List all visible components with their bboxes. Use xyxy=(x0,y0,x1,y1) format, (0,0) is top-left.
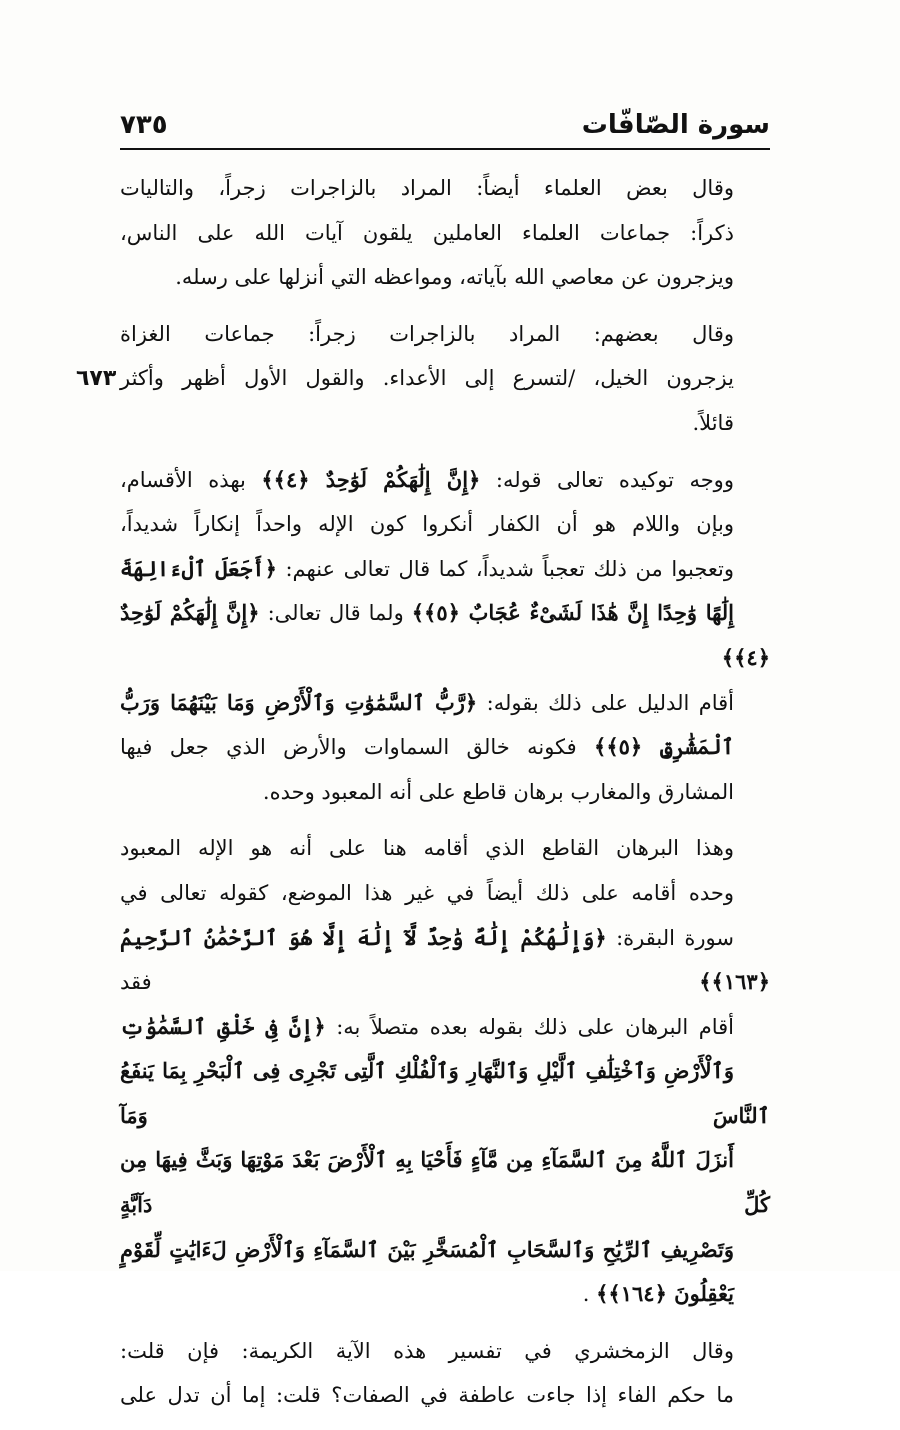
text-line: وحده أقامه على ذلك أيضاً في غير هذا الموضع، كقوله تعالى في xyxy=(120,880,734,905)
text-line: ويزجرون عن معاصي الله بآياته، ومواعظه التي أنزلها على رسله. xyxy=(175,265,734,290)
paragraph-1 xyxy=(120,166,770,300)
surah-title: سورة الصّافّات xyxy=(581,110,770,140)
text-segment: ولما قال تعالى: xyxy=(267,601,404,626)
paragraph-4 xyxy=(120,826,770,1317)
text-line: وهذا البرهان القاطع الذي أقامه هنا على أنه هو الإله المعبود xyxy=(120,836,734,861)
text-segment: . xyxy=(582,1282,590,1307)
text-segment: بهذه الأقسام، xyxy=(120,467,246,492)
quran-quote: ﴿أَجَعَلَ ٱلْءَالِهَةَ xyxy=(120,555,277,581)
text-line xyxy=(120,1272,770,1317)
quran-quote-line: وَٱلْأَرْضِ وَٱخْتِلَٰفِ ٱلَّيْلِ وَٱلنَّهَارِ وَٱلْفُلْكِ ٱلَّتِى تَجْرِى فِى ٱلْبَحْرِ بِمَا يَنفَعُ ٱلنَّاسَ وَمَآ xyxy=(120,1058,770,1128)
margin-page-reference: ٦٧٣ xyxy=(76,366,117,391)
text-segment: سورة البقرة: xyxy=(616,925,734,950)
text-segment: ووجه توكيده تعالى قوله: xyxy=(495,467,734,492)
quran-quote: ﴿وَإِلَٰهُكُمْ إِلَٰهٌ وَٰحِدٌ لَّآ إِلَٰهَ إِلَّا هُوَ ٱلرَّحْمَٰنُ ٱلرَّحِيمُ ﴿١٦٣﴾﴾ xyxy=(120,924,770,995)
page-number: ٧٣٥ xyxy=(120,110,168,140)
text-line: ذكراً: جماعات العلماء العاملين يلقون آيات الله على الناس، xyxy=(120,220,734,245)
text-line: وبإن واللام هو أن الكفار أنكروا كون الإله واحداً إنكاراً شديداً، xyxy=(120,512,734,537)
paragraph-5 xyxy=(120,1329,770,1418)
quran-quote: ﴿إِنَّ فِى خَلْقِ ٱلسَّمَٰوَٰتِ xyxy=(120,1013,326,1039)
text-segment: أقام الدليل على ذلك بقوله: xyxy=(486,690,734,715)
text-line xyxy=(120,916,770,1005)
text-segment: فكونه خالق السماوات والأرض الذي جعل فيها xyxy=(120,735,577,760)
text-line xyxy=(120,458,770,503)
text-line xyxy=(120,1005,770,1050)
text-segment: أقام البرهان على ذلك بقوله بعده متصلاً به: xyxy=(336,1014,735,1039)
quran-quote: إِلَٰهًا وَٰحِدًا إِنَّ هَٰذَا لَشَىْءٌ عُجَابٌ ﴿٥﴾﴾ xyxy=(411,600,735,626)
quran-quote: ﴿رَّبُّ ٱلسَّمَٰوَٰتِ وَٱلْأَرْضِ وَمَا بَيْنَهُمَا وَرَبُّ xyxy=(120,689,478,715)
text-line: ما حكم الفاء إذا جاءت عاطفة في الصفات؟ قلت: إما أن تدل على xyxy=(120,1383,734,1408)
text-line: المشارق والمغارب برهان قاطع على أنه المعبود وحده. xyxy=(262,779,734,804)
page-header xyxy=(120,108,770,150)
quran-quote-line: وَتَصْرِيفِ ٱلرِّيَٰحِ وَٱلسَّحَابِ ٱلْمُسَخَّرِ بَيْنَ ٱلسَّمَآءِ وَٱلْأَرْضِ لَءَايَٰتٍ لِّقَوْمٍ xyxy=(120,1236,734,1262)
text-line xyxy=(120,725,770,770)
text-line: قائلاً. xyxy=(692,410,734,435)
quran-quote: ٱلْمَشَٰرِقِ ﴿٥﴾﴾ xyxy=(594,734,734,760)
paragraph-2 xyxy=(120,312,770,446)
quran-quote: ﴿إِنَّ إِلَٰهَكُمْ لَوَٰحِدٌ ﴿٤﴾﴾ xyxy=(120,600,770,670)
quran-quote-line: أَنزَلَ ٱللَّهُ مِنَ ٱلسَّمَآءِ مِن مَّآءٍ فَأَحْيَا بِهِ ٱلْأَرْضَ بَعْدَ مَوْتِهَا وَبَثَّ فِيهَا مِن كُلِّ دَآبَّةٍ xyxy=(120,1147,770,1218)
quran-quote: ﴿إِنَّ إِلَٰهَكُمْ لَوَٰحِدٌ ﴿٤﴾﴾ xyxy=(261,466,481,492)
quran-quote: يَعْقِلُونَ ﴿١٦٤﴾﴾ xyxy=(596,1281,734,1307)
text-line: يزجرون الخيل، /لتسرع إلى الأعداء. والقول الأول أظهر وأكثر xyxy=(120,366,734,391)
paragraph-3 xyxy=(120,458,770,815)
text-line xyxy=(120,547,770,592)
text-segment: وتعجبوا من ذلك تعجباً شديداً، كما قال تعالى عنهم: xyxy=(285,556,735,581)
text-segment: فقد xyxy=(120,970,152,995)
page-body xyxy=(120,166,770,1430)
text-line xyxy=(120,681,770,726)
text-line: وقال بعضهم: المراد بالزاجرات زجراً: جماعات الغزاة xyxy=(120,321,734,346)
text-line: وقال الزمخشري في تفسير هذه الآية الكريمة: فإن قلت: xyxy=(120,1338,734,1363)
text-line xyxy=(120,591,770,680)
text-line: وقال بعض العلماء أيضاً: المراد بالزاجرات زجراً، والتاليات xyxy=(120,176,734,200)
